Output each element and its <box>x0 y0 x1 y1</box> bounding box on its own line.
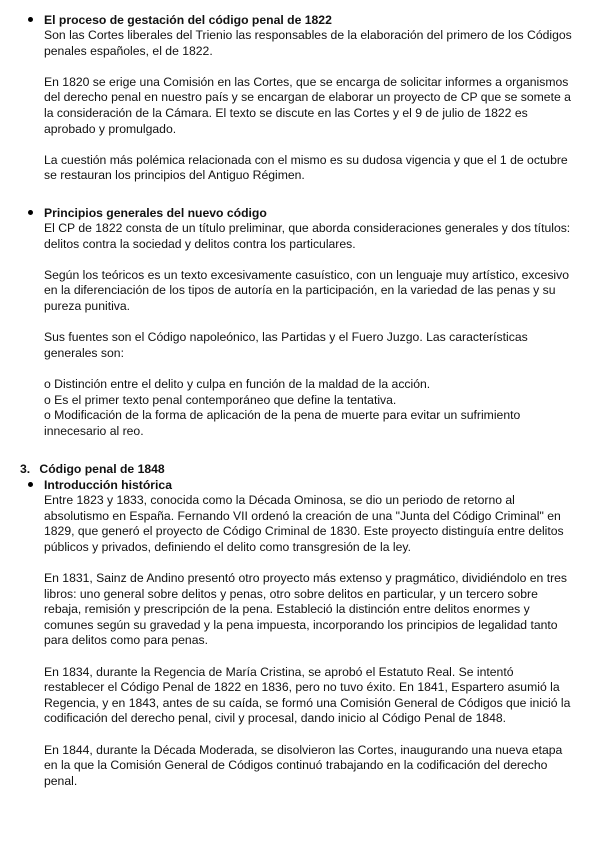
section-principios-generales <box>0 205 600 439</box>
list-item: o Modificación de la forma de aplicación de la pena de muerte para evitar un sufrimiento innecesario al reo. <box>44 408 521 438</box>
section-codigo-1848 <box>0 461 600 789</box>
bullet-icon <box>28 482 33 487</box>
bullet-icon <box>28 210 33 215</box>
section-codigo-1822-gestacion <box>0 12 600 184</box>
bullet-subheading <box>44 477 600 493</box>
paragraph: Según los teóricos es un texto excesivamente casuístico, con un lenguaje muy artístico, excesivo en la diferenciación de los tipos de autoría en la participación, en la variedad de las penas y su pureza punitiva. <box>44 267 570 313</box>
section-number: 3. <box>20 462 31 476</box>
bullet-heading <box>44 205 600 221</box>
list-item: o Es el primer texto penal contemporáneo que define la tentativa. <box>44 392 397 407</box>
heading-text: Principios generales del nuevo código <box>44 206 267 220</box>
paragraph: En 1820 se erige una Comisión en las Cortes, que se encarga de solicitar informes a organismos del derecho penal en nuestro país y se encargan de elaborar un proyecto de CP que se somete a la consideración de la Cámara. El texto se discute en las Cortes y el 9 de julio de 1822 es aprobado y promulgado. <box>44 74 571 136</box>
paragraph: En 1831, Sainz de Andino presentó otro proyecto más extenso y pragmático, dividiéndolo en tres libros: uno general sobre delitos y penas, otro sobre delitos en particular, y un tercero sobre rebaja, remisión y prescripción de la pena. Estableció la distinción entre delitos enormes y comunes según su gravedad y la pena impuesta, incorporando los principios de legalidad tanto para delitos como para penas. <box>44 570 568 648</box>
list-item: o Distinción entre el delito y culpa en función de la maldad de la acción. <box>44 376 431 391</box>
paragraph: El CP de 1822 consta de un título preliminar, que aborda consideraciones generales y dos títulos: delitos contra la sociedad y delitos contra los particulares. <box>44 221 571 251</box>
paragraph: En 1844, durante la Década Moderada, se disolvieron las Cortes, inaugurando una nueva etapa en la que la Comisión General de Códigos continuó trabajando en la codificación del derecho penal. <box>44 742 563 788</box>
paragraph: Entre 1823 y 1833, conocida como la Década Ominosa, se dio un periodo de retorno al absolutismo en España. Fernando VII ordenó la creación de una "Junta del Código Criminal" en 1829, que generó el proyecto de Código Criminal de 1830. Este proyecto distinguía entre delitos públicos y privados, definiendo el delito como transgresión de la ley. <box>44 493 564 554</box>
bullet-heading <box>44 12 600 28</box>
numbered-heading <box>20 461 600 477</box>
subheading-text: Introducción histórica <box>44 478 172 492</box>
paragraph: En 1834, durante la Regencia de María Cristina, se aprobó el Estatuto Real. Se intentó restablecer el Código Penal de 1822 en 1836, pero no tuvo éxito. En 1841, Espartero asumió la Regencia, y en 1843, antes de su caída, se formó una Comisión General de Códigos que inició la codificación del derecho penal, civil y procesal, dando inicio al Código Penal de 1848. <box>44 664 571 726</box>
paragraph: La cuestión más polémica relacionada con el mismo es su dudosa vigencia y que el 1 de octubre se restauran los principios del Antiguo Régimen. <box>44 152 568 183</box>
heading-text: Código penal de 1848 <box>39 462 165 476</box>
heading-text: El proceso de gestación del código penal de 1822 <box>44 13 332 27</box>
bullet-icon <box>28 17 33 22</box>
paragraph: Sus fuentes son el Código napoleónico, las Partidas y el Fuero Juzgo. Las características generales son: <box>44 330 528 360</box>
paragraph: Son las Cortes liberales del Trienio las responsables de la elaboración del primero de los Códigos penales españoles, el de 1822. <box>44 28 572 58</box>
